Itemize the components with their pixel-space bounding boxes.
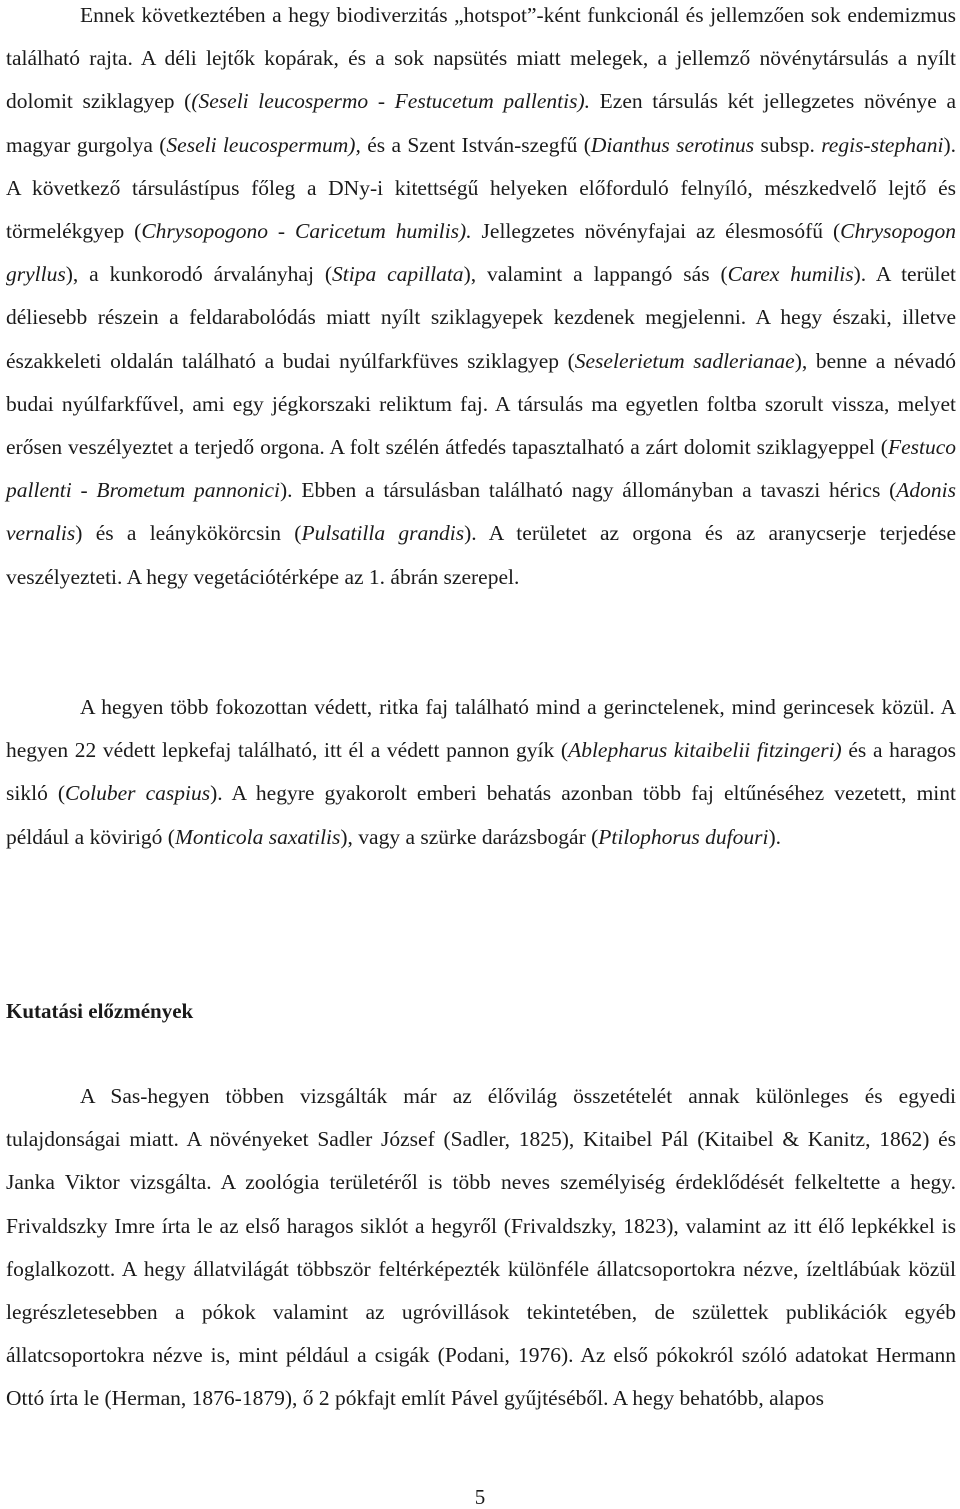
text-run: ). A hegyre gyakorolt emberi behatás azonban több faj eltűnéséhez vezetett, mint például a kövirigó (: [6, 781, 956, 849]
text-run: subsp.: [754, 132, 822, 157]
text-run: A hegyen több fokozottan védett, ritka faj található mind a gerinctelenek, mind gerincesek közül. A hegyen 22 védett lepkefaj található, itt él a védett pannon gyík (: [6, 695, 956, 763]
italic-text-run: (Seseli leucospermo - Festucetum pallentis).: [191, 89, 590, 114]
text-run: ), benne a névadó budai nyúlfarkfűvel, ami egy jégkorszaki reliktum faj. A társulás ma egyetlen foltba szorult vissza, melyet erősen veszélyeztet a terjedő orgona. A folt szélén átfedés tapasztalható a zárt dolomit sziklagyeppel (: [6, 348, 957, 460]
text-run: Ezen társulás két jellegzetes növénye a magyar gurgolya (: [6, 89, 956, 157]
section-heading: Kutatási előzmények: [6, 999, 194, 1023]
text-run: Ennek következtében a hegy biodiverzitás „hotspot”-ként funkcionál és jellemzően sok endemizmus található rajta. A déli lejtők kopárak, és a sok napsütés miatt melegek, a jellemző növénytársulás a nyílt dolomit sziklagyep (: [6, 3, 956, 114]
italic-text-run: Dianthus serotinus: [590, 132, 755, 157]
italic-text-run: Chrysopogon gryllus: [6, 219, 956, 287]
paragraph-vegetation: [6, 0, 956, 599]
italic-text-run: Chrysopogono - Caricetum humilis).: [141, 219, 472, 244]
text-run: és a Szent István-szegfű (: [360, 132, 591, 157]
paragraph-research-history: [6, 1075, 956, 1421]
text-run: ). A következő társulástípus főleg a DNy-i kitettségű helyeken előforduló felnyíló, mészkedvelő lejtő és törmelékgyep (: [6, 132, 956, 244]
italic-text-run: Monticola saxatilis: [174, 824, 341, 849]
text-run: ).: [768, 824, 782, 849]
italic-text-run: Festuco pallenti - Brometum pannonici: [6, 435, 956, 503]
page-number: 5: [474, 1485, 486, 1509]
italic-text-run: Stipa capillata: [332, 262, 464, 287]
text-run: ), vagy a szürke darázsbogár (: [340, 824, 599, 849]
italic-text-run: Ablepharus kitaibelii fitzingeri): [568, 738, 842, 763]
italic-text-run: Seseli leucospermum),: [166, 132, 361, 157]
italic-text-run: Coluber caspius: [65, 781, 211, 806]
paragraph-protected-species: [6, 686, 956, 859]
text-run: ). Ebben a társulásban található nagy állományban a tavaszi hérics (: [280, 478, 897, 503]
italic-text-run: Carex humilis: [727, 262, 854, 287]
text-run: Jellegzetes növényfajai az élesmosófű (: [471, 219, 841, 244]
text-run: ). A területet az orgona és az aranycserje terjedése veszélyezteti. A hegy vegetációtérképe az 1. ábrán szerepel.: [6, 521, 956, 589]
text-run: ). A terület déliesebb részein a feldarabolódás miatt nyílt sziklagyepek kezdenek megjelenni. A hegy északi, illetve északkeleti oldalán található a budai nyúlfarkfüves sziklagyep (: [6, 262, 956, 373]
italic-text-run: Seselerietum sadlerianae: [574, 348, 795, 373]
text-run: ) és a leánykökörcsin (: [75, 521, 302, 546]
text-run: és a haragos sikló (: [6, 738, 956, 806]
text-run: ), valamint a lappangó sás (: [463, 262, 728, 287]
text-run: A Sas-hegyen többen vizsgálták már az élővilág összetételét annak különleges és egyedi tulajdonságai miatt. A növényeket Sadler József (Sadler, 1825), Kitaibel Pál (Kitaibel & Kanitz, 1862) és Janka Viktor vizsgálta. A zoológia területéről is több neves személyiség érdeklődését felkeltette a hegy. Frivaldszky Imre írta le az első haragos siklót a hegyről (Frivaldszky, 1823), valamint az itt élő lepkékkel is foglalkozott. A hegy állatvilágát többször feltérképezték különféle állatcsoportokra nézve, ízeltlábúak közül legrészletesebben a pókok valamint az ugróvillások tekintetében, de születtek publikációk egyéb állatcsoportokra nézve is, mint például a csigák (Podani, 1976). Az első pókokról szóló adatokat Hermann Ottó írta le (Herman, 1876-1879), ő 2 pókfajt említ Pável gyűjtéséből. A hegy behatóbb, alapos: [6, 1084, 956, 1411]
italic-text-run: Pulsatilla grandis: [301, 521, 465, 546]
italic-text-run: regis-stephani: [821, 132, 944, 157]
italic-text-run: Ptilophorus dufouri: [598, 824, 769, 849]
text-run: ), a kunkorodó árvalányhaj (: [65, 262, 333, 287]
italic-text-run: Adonis vernalis: [6, 478, 956, 546]
